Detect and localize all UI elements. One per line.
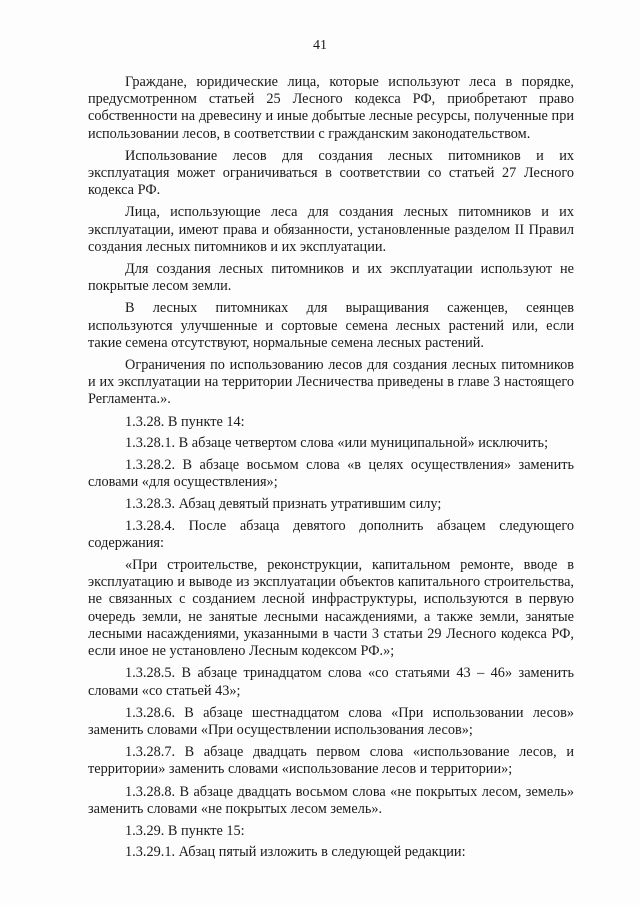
paragraph: 1.3.28.5. В абзаце тринадцатом слова «со статьями 43 – 46» заменить словами «со статьей 43»; xyxy=(88,665,574,699)
paragraph: 1.3.28.3. Абзац девятый признать утратившим силу; xyxy=(125,496,442,513)
paragraph: 1.3.28.6. В абзаце шестнадцатом слова «При использовании лесов» заменить словами «При осуществлении использования лесов»; xyxy=(88,704,574,738)
paragraph: 1.3.28.1. В абзаце четвертом слова «или муниципальной» исключить; xyxy=(125,434,549,451)
paragraph: Лица, использующие леса для создания лесных питомников и их эксплуатации, имеют права и обязанности, установленные разделом II Правил создания лесных питомников и их эксплуатации. xyxy=(88,204,574,255)
paragraph: 1.3.29. В пункте 15: xyxy=(125,822,245,839)
page-number: 41 xyxy=(313,38,327,53)
paragraph: Граждане, юридические лица, которые используют леса в порядке, предусмотренном статьей 25 Лесного кодекса РФ, приобретают право собственности на древесину и иные добытые лесные ресурсы, полученные при использовании лесов, в соответствии с гражданским законодательством. xyxy=(88,74,574,142)
paragraph: 1.3.28.8. В абзаце двадцать восьмом слова «не покрытых лесом, земель» заменить словами «не покрытых лесом земель». xyxy=(88,783,574,817)
paragraph: Ограничения по использованию лесов для создания лесных питомников и их эксплуатации на территории Лесничества приведены в главе 3 настоящего Регламента.». xyxy=(88,357,574,408)
paragraph: «При строительстве, реконструкции, капитальном ремонте, вводе в эксплуатацию и выводе из эксплуатации объектов капитального строительства, не связанных с созданием лесной инфраструктуры, используются в первую очередь земли, не занятые лесными насаждениями, а также земли, занятые лесными насаждениями, указанными в части 3 статьи 29 Лесного кодекса РФ, если иное не установлено Лесным кодексом РФ.»; xyxy=(88,557,574,660)
paragraph: 1.3.28. В пункте 14: xyxy=(125,413,245,430)
document-body xyxy=(88,74,574,866)
paragraph: Использование лесов для создания лесных питомников и их эксплуатация может ограничиваться в соответствии со статьей 27 Лесного кодекса РФ. xyxy=(88,147,574,199)
paragraph: В лесных питомниках для выращивания саженцев, сеянцев используются улучшенные и сортовые семена лесных растений или, если такие семена отсутствуют, нормальные семена лесных растений. xyxy=(88,300,574,351)
paragraph: 1.3.28.4. После абзаца девятого дополнить абзацем следующего содержания: xyxy=(88,517,574,551)
paragraph: 1.3.29.1. Абзац пятый изложить в следующей редакции: xyxy=(125,844,466,861)
paragraph: Для создания лесных питомников и их эксплуатации используют не покрытые лесом земли. xyxy=(88,261,574,295)
paragraph: 1.3.28.7. В абзаце двадцать первом слова «использование лесов, и территории» заменить словами «использование лесов и территории»; xyxy=(88,744,574,778)
paragraph: 1.3.28.2. В абзаце восьмом слова «в целях осуществления» заменить словами «для осуществления»; xyxy=(88,457,574,491)
